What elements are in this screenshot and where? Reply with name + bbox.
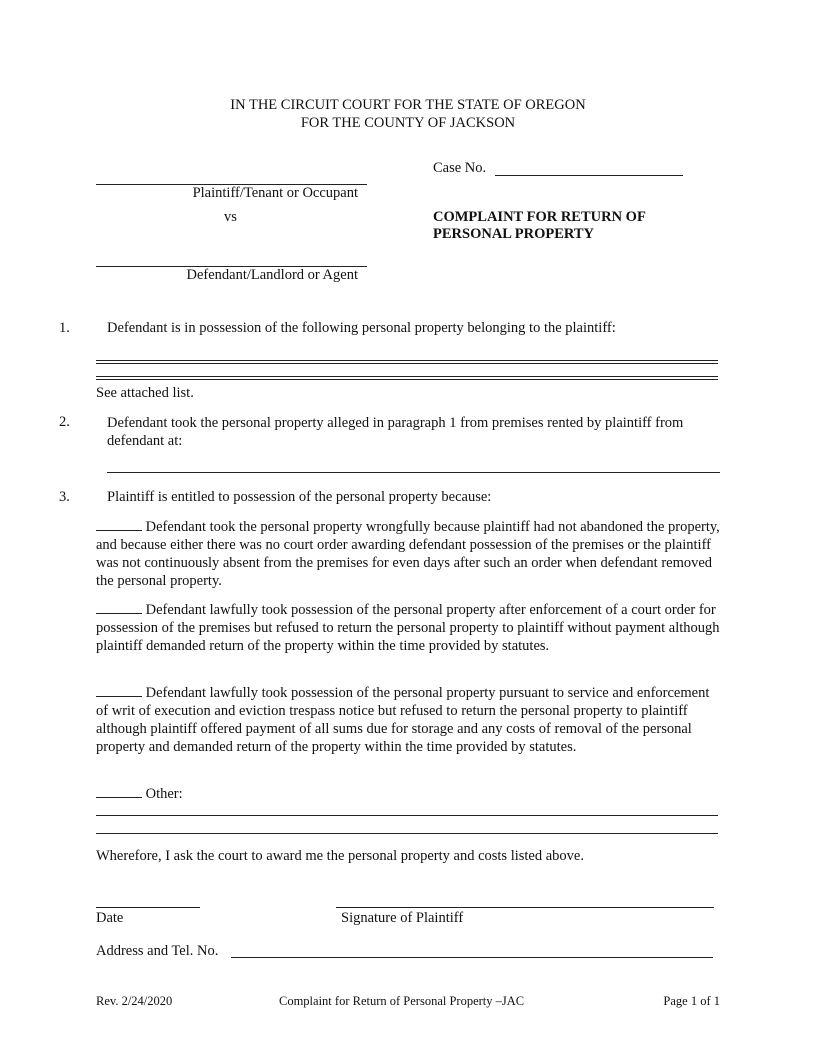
footer-page-number: Page 1 of 1 — [663, 994, 720, 1008]
option-1-checkbox-line[interactable] — [96, 517, 142, 531]
option-other-text: Other: — [145, 786, 183, 802]
court-header — [0, 96, 816, 132]
court-header-line1: IN THE CIRCUIT COURT FOR THE STATE OF OREGON — [230, 97, 586, 113]
wherefore-text: Wherefore, I ask the court to award me the personal property and costs listed above. — [96, 848, 584, 864]
item3-number: 3. — [59, 489, 70, 505]
property-line-1b — [96, 363, 718, 364]
item1-text: Defendant is in possession of the following personal property belonging to the plaintiff: — [107, 320, 616, 336]
court-header-line2: FOR THE COUNTY OF JACKSON — [300, 115, 516, 131]
item2-text: Defendant took the personal property alleged in paragraph 1 from premises rented by plaintiff from defendant at: — [107, 415, 684, 449]
property-line-2b — [96, 379, 718, 380]
other-reason-line-2[interactable] — [96, 833, 718, 834]
property-line-1[interactable] — [96, 360, 718, 361]
signature-label: Signature of Plaintiff — [341, 910, 464, 926]
option-other — [96, 784, 720, 803]
option-2-text: Defendant lawfully took possession of the personal property after enforcement of a court order for possession of the premises but refused to return the personal property to plaintiff without payment although plaintiff demanded return of the property within the time provided by statutes. — [96, 602, 720, 654]
option-1-text: Defendant took the personal property wrongfully because plaintiff had not abandoned the property, and because either there was no court order awarding defendant possession of the premises or the plaintiff was not continuously absent from the premises for even days after such an order when defendant removed the personal property. — [96, 519, 720, 589]
option-3 — [96, 683, 720, 756]
see-attached-text: See attached list. — [96, 385, 194, 401]
option-other-checkbox-line[interactable] — [96, 784, 142, 798]
other-reason-line-1[interactable] — [96, 815, 718, 816]
address-field[interactable] — [231, 957, 713, 958]
plaintiff-label: Plaintiff/Tenant or Occupant — [192, 185, 358, 201]
premises-address-field[interactable] — [107, 472, 720, 473]
option-2 — [96, 600, 720, 655]
document-title-line2: PERSONAL PROPERTY — [433, 226, 595, 242]
item3-text: Plaintiff is entitled to possession of the personal property because: — [107, 489, 492, 505]
address-label: Address and Tel. No. — [96, 943, 219, 959]
document-title — [433, 209, 646, 243]
document-title-line1: COMPLAINT FOR RETURN OF — [433, 209, 646, 225]
item1-number: 1. — [59, 320, 70, 336]
footer-revision: Rev. 2/24/2020 — [96, 994, 173, 1008]
footer-title: Complaint for Return of Personal Property –JAC — [279, 994, 525, 1008]
defendant-label: Defendant/Landlord or Agent — [186, 267, 358, 283]
case-no-field[interactable] — [495, 175, 683, 176]
vs-label: vs — [224, 209, 237, 225]
option-2-checkbox-line[interactable] — [96, 600, 142, 614]
date-label: Date — [96, 910, 124, 926]
case-no-label: Case No. — [433, 160, 487, 176]
option-1 — [96, 517, 720, 590]
signature-field[interactable] — [336, 907, 714, 908]
option-3-text: Defendant lawfully took possession of the personal property pursuant to service and enforcement of writ of execution and eviction trespass notice but refused to return the personal property to plaintiff although plaintiff offered payment of all sums due for storage and any costs of removal of the personal property and demanded return of the property within the time provided by statutes. — [96, 685, 710, 755]
date-field[interactable] — [96, 907, 200, 908]
option-3-checkbox-line[interactable] — [96, 683, 142, 697]
item2-number: 2. — [59, 414, 70, 430]
property-line-2[interactable] — [96, 376, 718, 377]
